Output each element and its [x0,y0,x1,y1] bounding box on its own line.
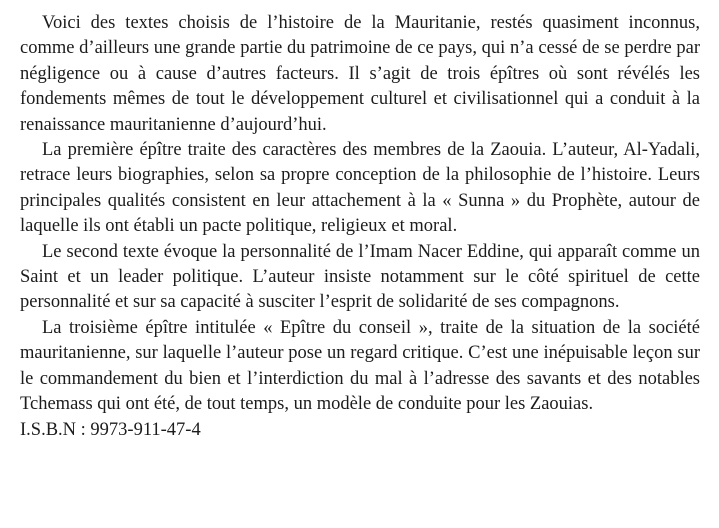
paragraph-third-epistle: La troisième épître intitulée « Epître du conseil », traite de la situation de la société mauritanienne, sur laquelle l’auteur pose un regard critique. C’est une inépuisable leçon sur le commandement du bien et l’interdiction du mal à l’adresse des savants et des notables Tchemass qui ont été, de tout temps, un modèle de conduite pour les Zaouias. [20,317,700,415]
isbn-line: I.S.B.N : 9973-911-47-4 [20,419,201,440]
paragraph-first-epistle: La première épître traite des caractères des membres de la Zaouia. L’auteur, Al-Yadali, retrace leurs biographies, selon sa propre conception de la philosophie de l’histoire. Leurs principales qualités consistent en leur attachement à la « Sunna » du Prophète, autour de laquelle ils ont établi un pacte politique, religieux et moral. [20,140,700,237]
paragraph-second-text: Le second texte évoque la personnalité de l’Imam Nacer Eddine, qui apparaît comme un Saint et un leader politique. L’auteur insiste notamment sur le côté spirituel de cette personnalité et sur sa capacité à susciter l’esprit de solidarité de ses compagnons. [20,241,700,313]
paragraph-intro: Voici des textes choisis de l’histoire de la Mauritanie, restés quasiment inconnus, comme d’ailleurs une grande partie du patrimoine de ce pays, qui n’a cessé de se perdre par négligence ou à cause d’autres facteurs. Il s’agit de trois épîtres où sont révélés les fondements mêmes de tout le développement culturel et civilisationnel qui a conduit à la renaissance mauritanienne d’aujourd’hui. [20,13,700,135]
